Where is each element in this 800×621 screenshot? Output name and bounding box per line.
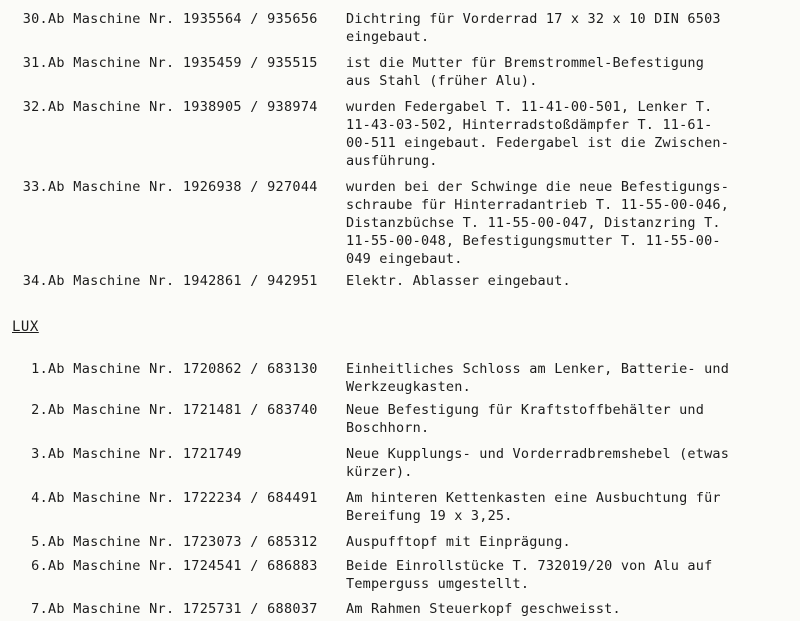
- description-line: Am Rahmen Steuerkopf geschweisst.: [346, 601, 621, 617]
- entry-number: 32.: [22, 99, 48, 115]
- entry-description: [346, 557, 786, 593]
- machine-number: Ab Maschine Nr. 1721749: [48, 446, 242, 462]
- description-line: eingebaut.: [346, 29, 430, 45]
- entry-description: [346, 98, 786, 170]
- description-line: 049 eingebaut.: [346, 251, 463, 267]
- machine-number: Ab Maschine Nr. 1723073 / 685312: [48, 534, 318, 550]
- entry-number: 3.: [31, 446, 48, 462]
- description-line: Elektr. Ablasser eingebaut.: [346, 273, 571, 289]
- entry-number: 1.: [31, 361, 48, 377]
- machine-number: Ab Maschine Nr. 1926938 / 927044: [48, 179, 318, 195]
- description-line: schraube für Hinterradantrieb T. 11-55-00-046,: [346, 197, 730, 213]
- description-line: Distanzbüchse T. 11-55-00-047, Distanzring T.: [346, 215, 721, 231]
- machine-number: Ab Maschine Nr. 1725731 / 688037: [48, 601, 318, 617]
- description-line: Bereifung 19 x 3,25.: [346, 508, 513, 524]
- machine-number: Ab Maschine Nr. 1721481 / 683740: [48, 402, 318, 418]
- description-line: aus Stahl (früher Alu).: [346, 73, 538, 89]
- entry-description: [346, 401, 786, 437]
- description-line: Am hinteren Kettenkasten eine Ausbuchtung für: [346, 490, 721, 506]
- entry-description: [346, 489, 786, 525]
- machine-number: Ab Maschine Nr. 1935564 / 935656: [48, 11, 318, 27]
- entry-number: 4.: [31, 490, 48, 506]
- description-line: wurden bei der Schwinge die neue Befestigungs-: [346, 179, 730, 195]
- description-line: 11-43-03-502, Hinterradstoßdämpfer T. 11-61-: [346, 117, 713, 133]
- machine-number: Ab Maschine Nr. 1724541 / 686883: [48, 558, 318, 574]
- entry-number: 31.: [22, 55, 48, 71]
- description-line: ausführung.: [346, 153, 438, 169]
- entry-description: [346, 272, 786, 290]
- description-line: 11-55-00-048, Befestigungsmutter T. 11-55-00-: [346, 233, 721, 249]
- entry-number: 30.: [22, 11, 48, 27]
- entry-number: 6.: [31, 558, 48, 574]
- description-line: Temperguss umgestellt.: [346, 576, 530, 592]
- description-line: kürzer).: [346, 464, 413, 480]
- machine-number: Ab Maschine Nr. 1935459 / 935515: [48, 55, 318, 71]
- entry-description: [346, 533, 786, 551]
- description-line: Beide Einrollstücke T. 732019/20 von Alu auf: [346, 558, 713, 574]
- machine-number: Ab Maschine Nr. 1942861 / 942951: [48, 273, 318, 289]
- machine-number: Ab Maschine Nr. 1938905 / 938974: [48, 99, 318, 115]
- entry-description: [346, 10, 786, 46]
- description-line: Boschhorn.: [346, 420, 430, 436]
- description-line: Dichtring für Vorderrad 17 x 32 x 10 DIN 6503: [346, 11, 721, 27]
- entry-number: 33.: [22, 179, 48, 195]
- entry-description: [346, 445, 786, 481]
- description-line: ist die Mutter für Bremstrommel-Befestigung: [346, 55, 705, 71]
- entry-description: [346, 360, 786, 396]
- entry-description: [346, 178, 786, 268]
- entry-description: [346, 54, 786, 90]
- machine-number: Ab Maschine Nr. 1722234 / 684491: [48, 490, 318, 506]
- entry-number: 5.: [31, 534, 48, 550]
- description-line: Auspufftopf mit Einprägung.: [346, 534, 571, 550]
- description-line: Neue Befestigung für Kraftstoffbehälter und: [346, 402, 705, 418]
- description-line: wurden Federgabel T. 11-41-00-501, Lenker T.: [346, 99, 713, 115]
- description-line: 00-511 eingebaut. Federgabel ist die Zwischen-: [346, 135, 730, 151]
- entry-number: 2.: [31, 402, 48, 418]
- description-line: Werkzeugkasten.: [346, 379, 471, 395]
- entry-number: 7.: [31, 601, 48, 617]
- entry-number: 34.: [22, 273, 48, 289]
- machine-number: Ab Maschine Nr. 1720862 / 683130: [48, 361, 318, 377]
- description-line: Einheitliches Schloss am Lenker, Batterie- und: [346, 361, 730, 377]
- entry-description: [346, 600, 786, 618]
- description-line: Neue Kupplungs- und Vorderradbremshebel (etwas: [346, 446, 730, 462]
- section-heading: LUX: [12, 319, 39, 335]
